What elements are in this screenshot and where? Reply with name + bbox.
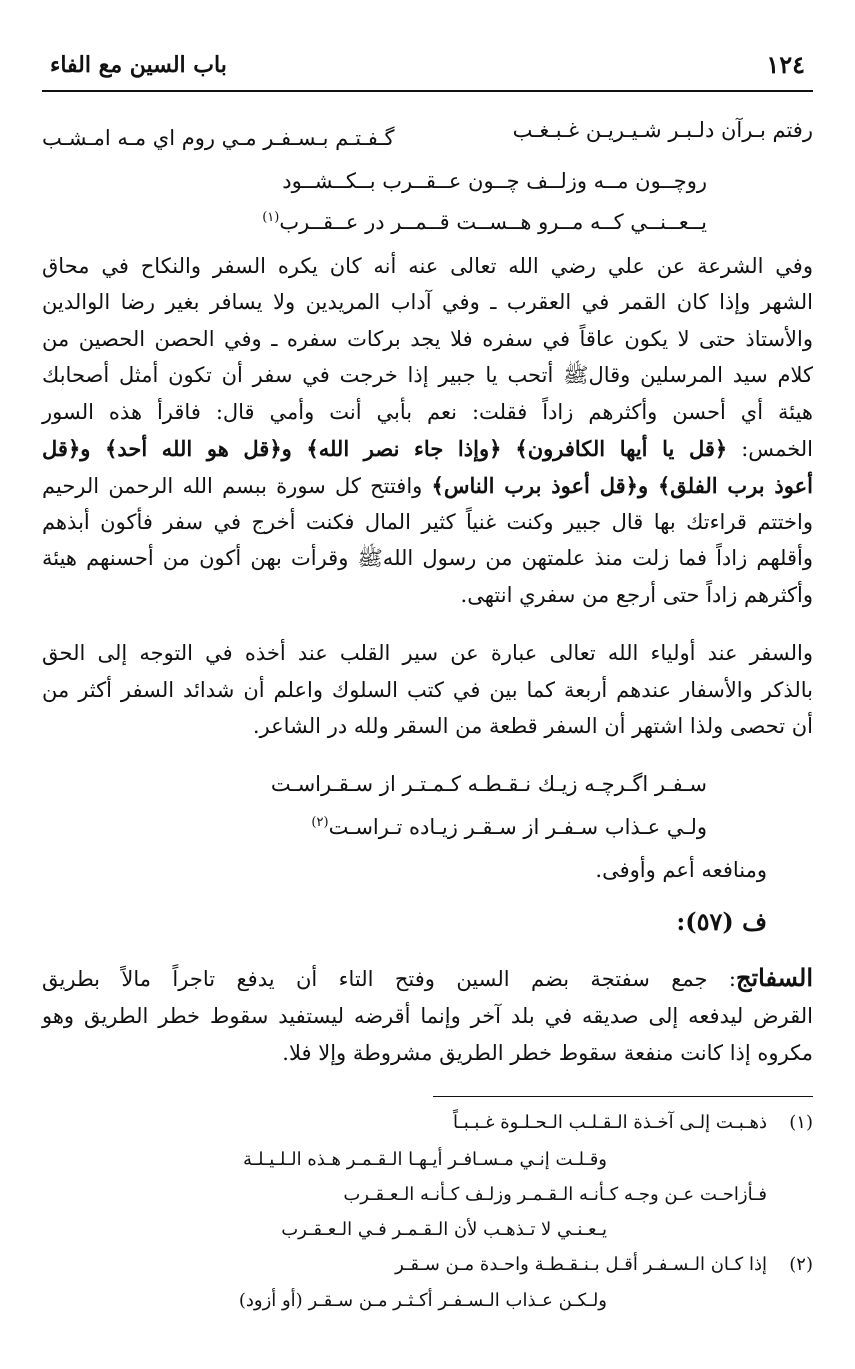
poem2-line2 <box>311 815 707 840</box>
page-header <box>42 40 813 90</box>
footnote-1-line: ذهـبـت إلـى آخـذة الـقـلـب الـحـلـوة غـبـبـاً <box>452 1112 767 1133</box>
footnote-2-marker: (٢) <box>789 1254 813 1275</box>
footnote-ref-2: (٢) <box>311 815 329 830</box>
surah-nasr: ﴿وإذا جاء نصر الله﴾ <box>306 436 502 461</box>
para1-line: كلام سيد المرسلين وقالﷺ أتحب يا جبير إذا خرجت في سفر أن تكون أمثل أصحابك <box>42 363 813 387</box>
footnote-1-line: فـأزاحـت عـن وجـه كـأنـه الـقـمـر وزلـف كـأنـه الـعـقـرب <box>343 1184 767 1205</box>
section-line1 <box>42 964 813 993</box>
poem2-line3: ومنافعه أعم وأوفى. <box>595 858 767 882</box>
footnote-ref-1: (١) <box>262 210 280 225</box>
footnote-2-line-text: ولـكـن عـذاب الـسـفـر أكـثـر مـن سـقـر <box>308 1290 607 1311</box>
para1-line: هيئة أي أحسن وأكثرهم زاداً فقلت: نعم بأبي أنت وأمي قال: فاقرأ هذه السور <box>42 400 813 424</box>
para1-line: وفي الشرعة عن علي رضي الله تعالى عنه أنه كان يكره السفر والنكاح في محاق <box>42 254 813 278</box>
section-heading: ف (٥٧): <box>676 907 767 936</box>
footnote-1-line: يـعـنـي لا تـذهـب لأن الـقـمـر فـي الـعـقـرب <box>281 1219 607 1240</box>
footnote-1-marker: (١) <box>789 1112 813 1133</box>
para2-line-last: أن تحصى ولذا اشتهر أن السفر قطعة من السقر ولله در الشاعر. <box>252 714 813 738</box>
footnote-2-line: إذا كـان الـسـفـر أقـل بـنـقـطـة واحـدة مـن سـقـر <box>395 1254 767 1275</box>
poem2-line1: سـفـر اگـرچـه زيـك نـقـطـه كـمـتـر از سـقـراسـت <box>270 772 707 796</box>
surah-ikhlas: ﴿قل هو الله أحد﴾ <box>105 436 282 461</box>
surah-falaq-start: ﴿قل <box>42 436 81 461</box>
footnote-divider <box>433 1096 813 1097</box>
header-divider <box>42 90 813 92</box>
poem1-line3 <box>262 210 707 235</box>
surah-falaq-end: أعوذ برب الفلق﴾ <box>657 473 814 498</box>
para1-line-surahs <box>42 436 813 462</box>
para1-prefix: الخمس: <box>727 437 813 461</box>
section-line: القرض ليدفعه إلى صديقه في بلد آخر وإنما أقرضه ليستفيد سقوط خطر الطريق وهو <box>42 1004 813 1028</box>
para1-line-last: وأكثرهم زاداً حتى أرجع من سفري انتهى. <box>460 583 813 607</box>
poem1-line1-right: رفتم بـرآن دلـبـر شـيـريـن غـبـغـب <box>512 118 813 142</box>
conj-wa: و <box>80 436 106 461</box>
para2-line: بالذكر والأسفار عندهم أربعة كما بين في كتب السلوك واعلم أن شدائد السفر أكثر من <box>42 678 813 702</box>
conj-wa: و <box>281 436 307 461</box>
para1-line-surahs2 <box>42 473 813 499</box>
footnote-2-alt: (أو أزود) <box>238 1290 303 1311</box>
poem1-line1-left: گـفـتـم بـسـفـر مـي روم اي مـه امـشـب <box>42 126 395 150</box>
conj-wa: و <box>637 473 658 498</box>
entry-definition: : جمع سفتجة بضم السين وفتح التاء أن يدفع تاجراً مالاً بطريق <box>42 967 736 991</box>
para1-line: والأستاذ حتى لا يكون عاقاً في سفره فلا يجد بركات سفره ـ وفي الحصن الحصين من <box>42 327 813 351</box>
para1-line: الشهر وإذا كان القمر في العقرب ـ وفي آداب المريدين ولا يسافر بغير رضا الوالدين <box>42 290 813 314</box>
poem1-line3-text: يــعــنــي کــه مــرو هــســت قــمــر در عــقــرب <box>279 210 707 234</box>
section-line-last: مكروه إذا كانت منفعة سقوط خطر الطريق مشروطة وإلا فلا. <box>282 1041 813 1065</box>
surah-nas: ﴿قل أعوذ برب الناس﴾ <box>431 473 638 498</box>
page-number: ١٢٤ <box>766 50 805 79</box>
para1-line: وأقلهم زاداً فما زلت منذ علمتهن من رسول اللهﷺ وقرأت بهن أكون من أحسنهم هيئة <box>42 546 813 570</box>
chapter-title: باب السين مع الفاء <box>50 52 227 78</box>
para2-line: والسفر عند أولياء الله تعالى عبارة عن سير القلب عند أخذه في التوجه إلى الحق <box>42 641 813 665</box>
footnote-2-line <box>239 1290 607 1312</box>
surah-kafirun: ﴿قل يا أيها الكافرون﴾ <box>515 436 728 461</box>
entry-term: السفاتج <box>735 963 813 992</box>
para1-line7-rest: وافتتح كل سورة ببسم الله الرحمن الرحيم <box>42 474 423 498</box>
poem1-line2: روچــون مــه وزلــف چــون عــقــرب بــکــشــود <box>282 169 707 193</box>
poem2-line2-text: ولـي عـذاب سـفـر از سـقـر زيـاده تـراسـت <box>328 815 707 839</box>
footnote-1-line: وقـلـت إنـي مـسـافـر أيـهـا الـقـمـر هـذه الـلـيـلـة <box>243 1149 607 1170</box>
para1-line: واختتم قراءتك بها قال جبير وكنت غنياً كثير المال فكنت أخرج في سفر فأكون أبذهم <box>42 510 813 534</box>
